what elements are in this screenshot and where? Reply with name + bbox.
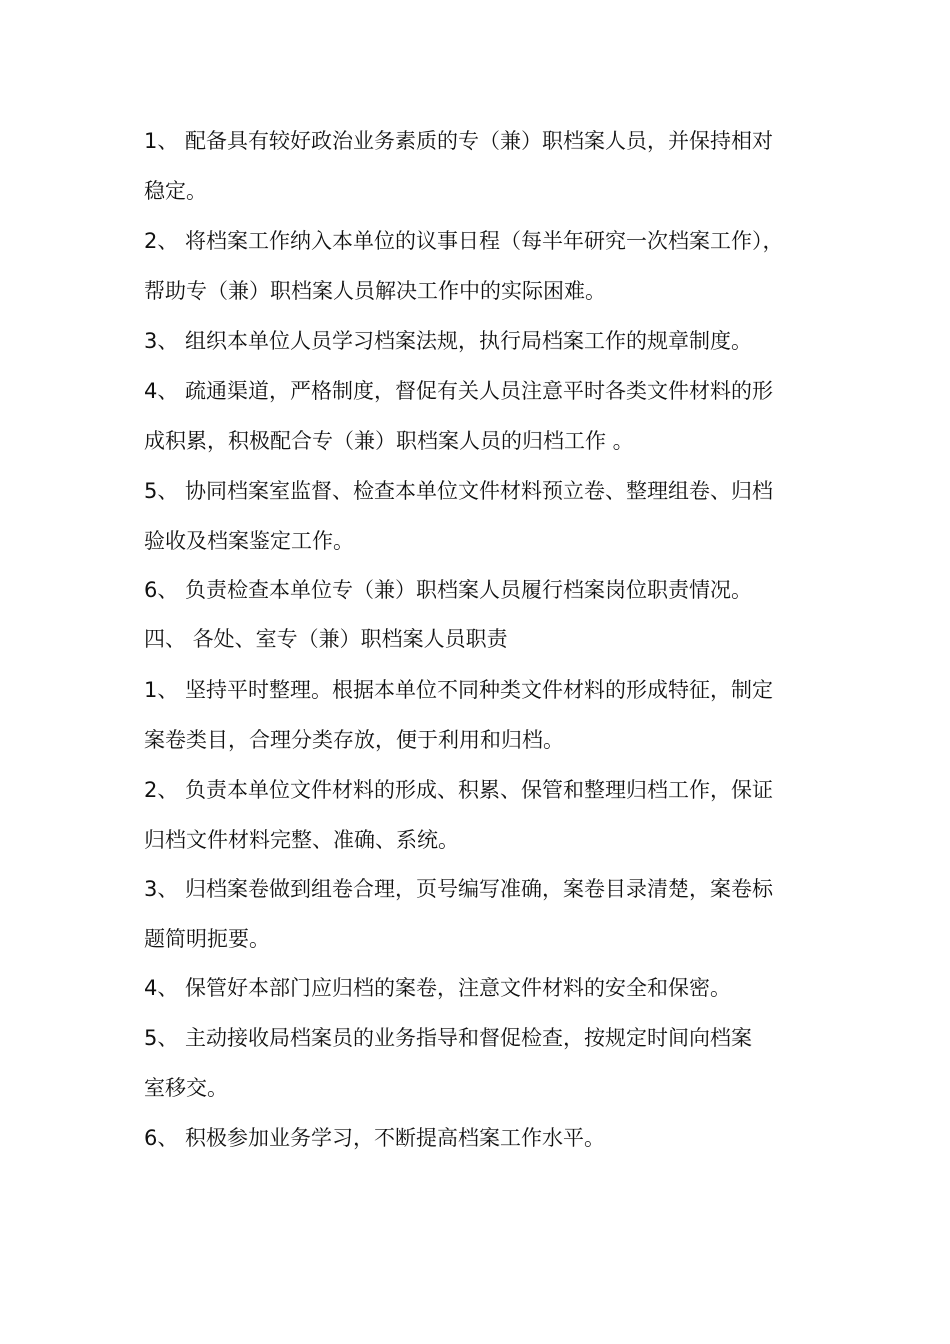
- text-line: 4、 保管好本部门应归档的案卷，注意文件材料的安全和保密。: [144, 976, 732, 1000]
- text-line: 验收及档案鉴定工作。: [144, 529, 354, 553]
- text-line: 成积累，积极配合专（兼）职档案人员的归档工作 。: [144, 429, 634, 453]
- section-heading: 四、 各处、室专（兼）职档案人员职责: [144, 627, 508, 651]
- text-line: 室移交。: [144, 1076, 228, 1100]
- text-line: 2、 负责本单位文件材料的形成、积累、保管和整理归档工作，保证: [144, 778, 774, 802]
- text-line: 1、 坚持平时整理。根据本单位不同种类文件材料的形成特征，制定: [144, 678, 774, 702]
- text-line: 5、 协同档案室监督、检查本单位文件材料预立卷、整理组卷、归档: [144, 479, 774, 503]
- text-line: 4、 疏通渠道，严格制度，督促有关人员注意平时各类文件材料的形: [144, 379, 774, 403]
- text-line: 6、 负责检查本单位专（兼）职档案人员履行档案岗位职责情况。: [144, 578, 753, 602]
- text-line: 3、 组织本单位人员学习档案法规，执行局档案工作的规章制度。: [144, 329, 753, 353]
- text-line: 帮助专（兼）职档案人员解决工作中的实际困难。: [144, 279, 606, 303]
- text-line: 归档文件材料完整、准确、系统。: [144, 828, 459, 852]
- text-line: 题简明扼要。: [144, 927, 270, 951]
- text-line: 案卷类目，合理分类存放，便于利用和归档。: [144, 728, 564, 752]
- text-line: 1、 配备具有较好政治业务素质的专（兼）职档案人员，并保持相对: [144, 129, 774, 153]
- text-line: 2、 将档案工作纳入本单位的议事日程（每半年研究一次档案工作），: [144, 229, 784, 253]
- text-line: 6、 积极参加业务学习，不断提高档案工作水平。: [144, 1126, 606, 1150]
- text-line: 稳定。: [144, 179, 207, 203]
- text-line: 5、 主动接收局档案员的业务指导和督促检查，按规定时间向档案: [144, 1026, 753, 1050]
- text-line: 3、 归档案卷做到组卷合理，页号编写准确，案卷目录清楚，案卷标: [144, 877, 774, 901]
